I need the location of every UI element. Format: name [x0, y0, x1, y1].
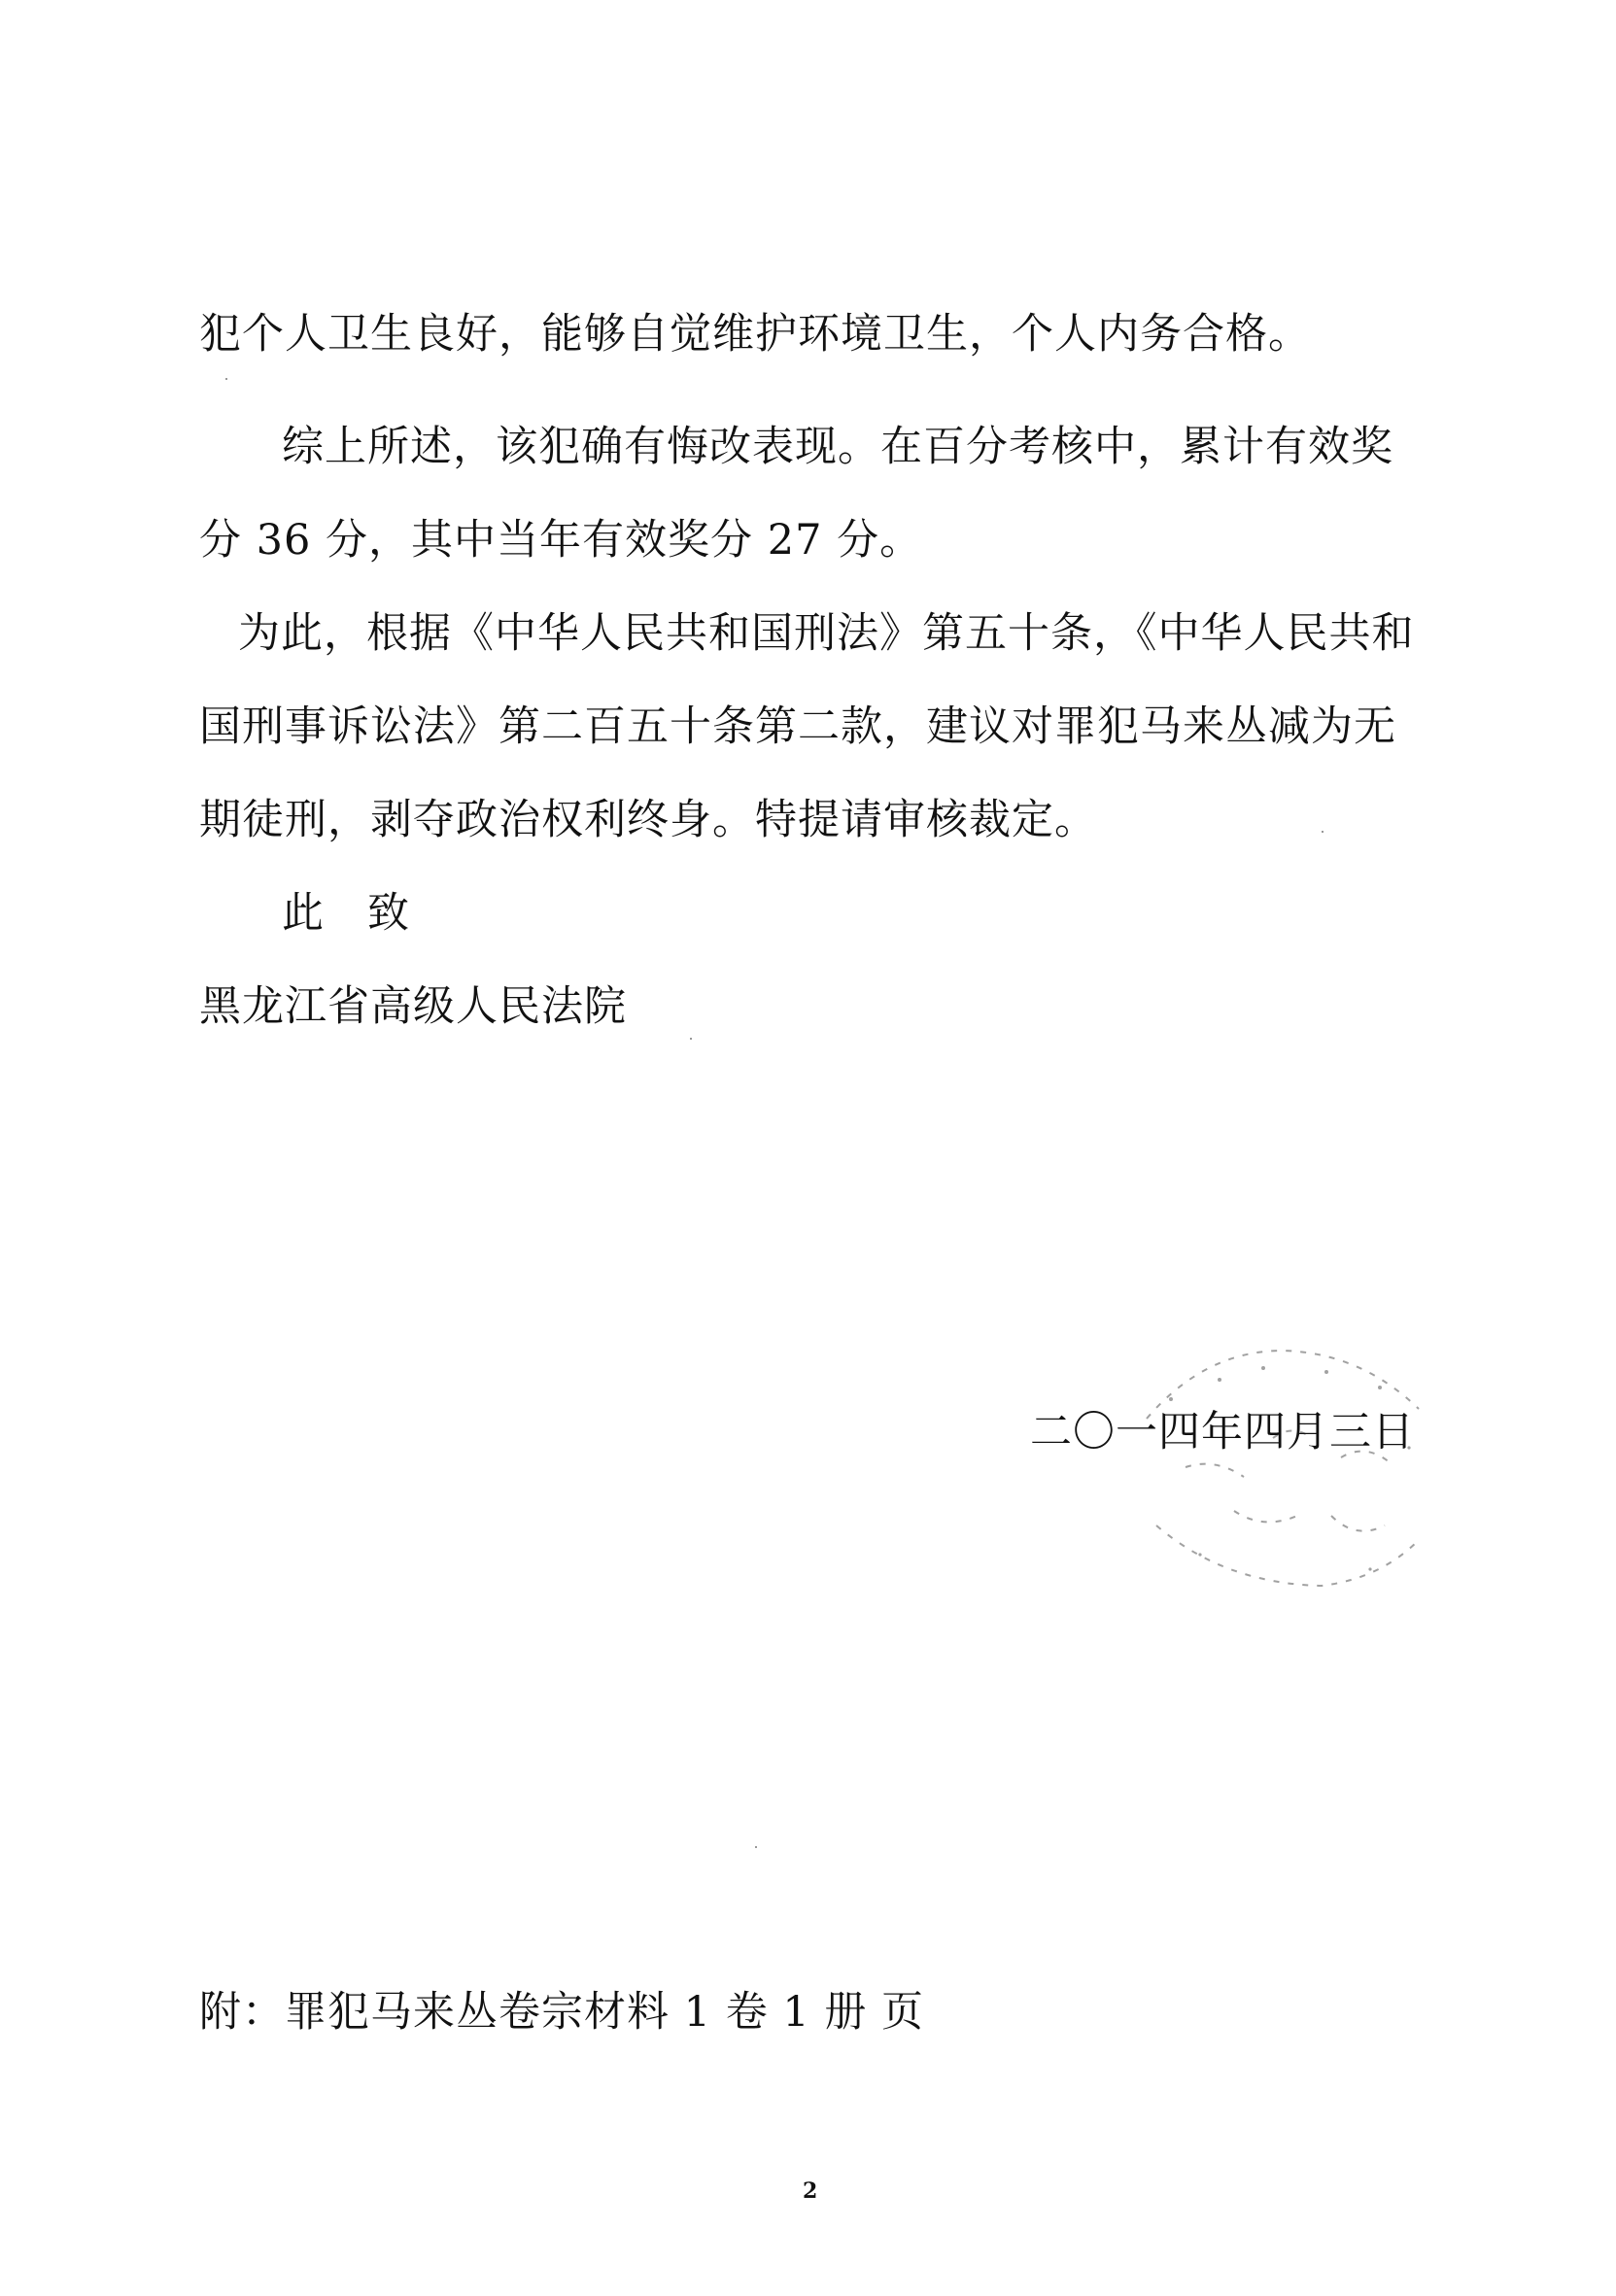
scan-speck — [755, 1846, 757, 1848]
paragraph-line-1: 犯个人卫生良好，能够自觉维护环境卫生，个人内务合格。 — [199, 310, 1311, 359]
paragraph-line-2: 综上所述，该犯确有悔改表现。在百分考核中，累计有效奖 — [282, 423, 1393, 471]
paragraph-line-3: 分 36 分，其中当年有效奖分 27 分。 — [199, 516, 923, 565]
scan-speck — [690, 1038, 692, 1040]
page-number: 2 — [803, 2178, 818, 2204]
recipient: 黑龙江省高级人民法院 — [199, 982, 627, 1031]
paragraph-line-6: 期徒刑，剥夺政治权利终身。特提请审核裁定。 — [199, 796, 1097, 844]
attachment-note: 附：罪犯马来丛卷宗材料 1 卷 1 册 页 — [199, 1988, 925, 2037]
scan-speck — [225, 378, 227, 380]
paragraph-line-4: 为此，根据《中华人民共和国刑法》第五十条，《中华人民共和 — [238, 609, 1415, 658]
salutation: 此 致 — [282, 889, 410, 938]
paragraph-line-5: 国刑事诉讼法》第二百五十条第二款，建议对罪犯马来丛减为无 — [199, 703, 1396, 751]
scan-speck — [1322, 831, 1324, 833]
date: 二〇一四年四月三日 — [1030, 1408, 1415, 1456]
official-seal-stamp — [1127, 1331, 1448, 1613]
